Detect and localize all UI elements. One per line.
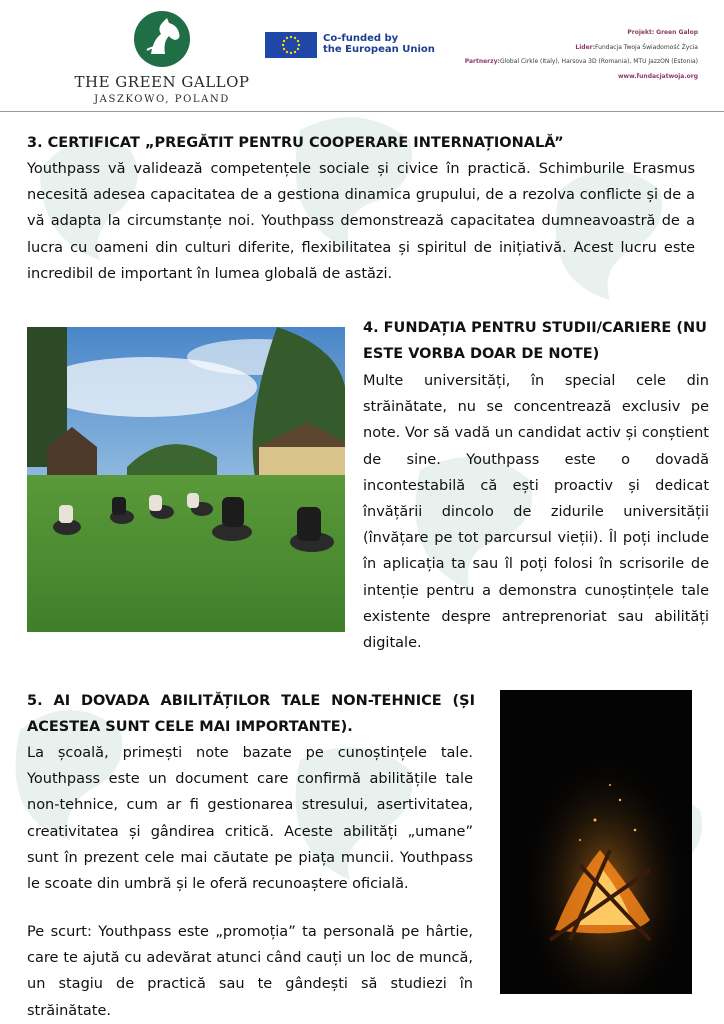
- section-3-heading: 3. CERTIFICAT „PREGĂTIT PENTRU COOPERARE INTERNAȚIONALĂ”: [27, 135, 564, 151]
- project-line: Projekt: Green Galop: [627, 29, 698, 36]
- eu-line-2: the European Union: [323, 44, 435, 55]
- header-divider: [0, 111, 724, 112]
- partners-line: Partnerzy:Global Cirkle (Italy), Harsova 3D (Romania), MTU JazzON (Estonia): [464, 58, 698, 65]
- document-header: [0, 0, 724, 111]
- horse-logo-icon: [133, 10, 191, 68]
- section-3-body: Youthpass vă validează competențele sociale și civice în practică. Schimburile Erasmus necesită adesea capacitatea de a gestiona dinamica grupului, de a rezolva conflicte și de a vă adapta la circumstanțe noi. Youthpass demonstrează capacitatea dumneavoastră de a lucra cu oameni din culturi diferite, flexibilitatea și spiritul de inițiativă. Acest lucru este incredibil de important în lumea globală de astăzi.: [27, 161, 695, 282]
- section-4-body: Multe universități, în special cele din străinătate, nu se concentrează exclusiv pe note. Vor să vadă un candidat activ și conștient de sine. Youthpass este o dovadă incontestabilă că ești proactiv și dedicat învățării dincolo de zidurile universității (învățare pe tot parcursul vieții). Îl poți include în aplicația ta sau îl poți folosi în scrisorile de intenție pentru a demonstra cunoștințele tale existente despre antreprenoriat sau abilități digitale.: [363, 373, 709, 652]
- section-5-summary: Pe scurt: Youthpass este „promoția” ta personală pe hârtie, care te ajută cu adevărat atunci când cauți un loc de muncă, un stagiu de practică sau te gândești să studiezi în străinătate.: [27, 924, 473, 1019]
- section-4-heading: 4. FUNDAȚIA PENTRU STUDII/CARIERE (NU ESTE VORBA DOAR DE NOTE): [363, 320, 707, 362]
- group-photo: [27, 327, 345, 632]
- logo-name: THE GREEN GALLOP: [74, 73, 250, 91]
- logo-location: JASZKOWO, POLAND: [94, 94, 230, 105]
- section-5-heading: 5. AI DOVADA ABILITĂȚILOR TALE NON-TEHNICE (ȘI ACESTEA SUNT CELE MAI IMPORTANTE).: [27, 693, 475, 735]
- campfire-photo: [500, 690, 692, 994]
- eu-line-1: Co-funded by: [323, 33, 399, 44]
- section-5-body: La școală, primești note bazate pe cunoștințele tale. Youthpass este un document care confirmă abilitățile tale non-tehnice, cum ar fi gestionarea stresului, asertivitatea, creativitatea și gândirea critică. Aceste abilități „umane” sunt în prezent cele mai căutate pe piața muncii. Youthpass le scoate din umbră și le oferă recunoaștere oficială.: [27, 745, 473, 893]
- project-info: [368, 26, 698, 84]
- leader-line: Lider:Fundacja Twoja Świadomość Życia: [575, 43, 698, 51]
- website-link[interactable]: www.fundacjatwoja.org: [618, 72, 698, 80]
- eu-flag-icon: [265, 32, 317, 58]
